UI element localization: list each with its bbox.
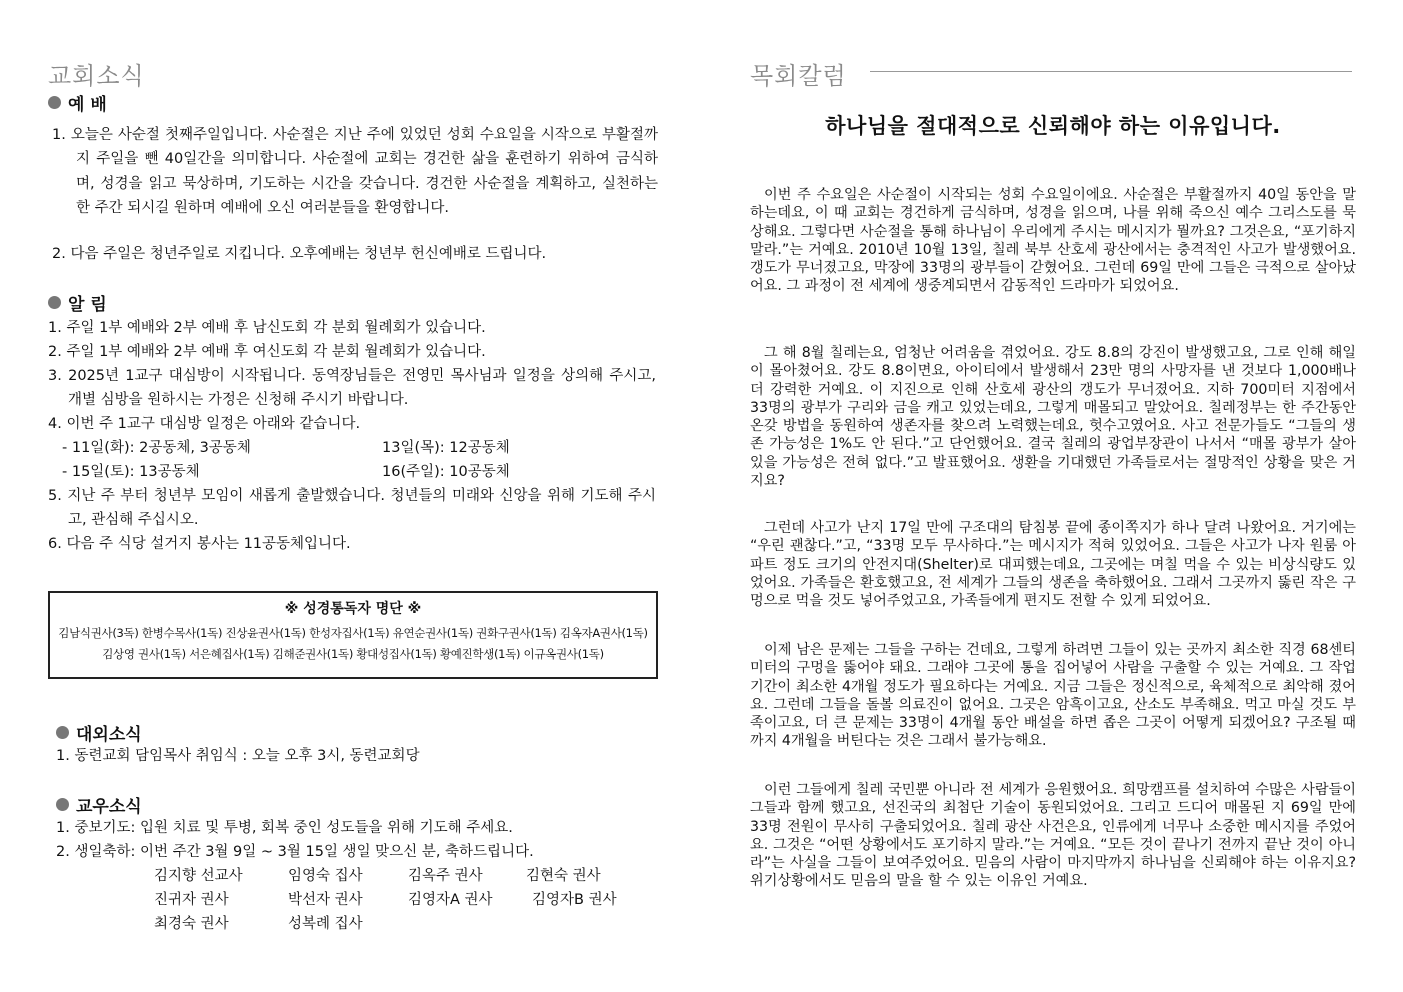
church-news-title: 교회소식 [48,62,145,90]
members-news-heading [56,792,142,817]
bible-readers-line-1: 김남식권사(3독) 한병수목사(1독) 진상윤권사(1독) 한성자집사(1독) 유연순권사(1독) 권화구권사(1독) 김옥자A권사(1독) [58,626,648,640]
birthday-name: 성복례 집사 [288,916,363,932]
column-paragraph-3: 그런데 사고가 난지 17일 만에 구조대의 탐침봉 끝에 종이쪽지가 하나 달려 나왔어요. 거기에는 “우린 괜찮다.”고, “33명 모두 무사하다.”는 메시지가 적혀 있었어요. 그들은 사고가 나자 원룸 아파트 정도 크기의 안전지대(Shelter)로 대피했는데요, 그곳에는 며칠 먹을 수 있는 비상식량도 있었어요. 가족들은 환호했고요, 전 세계가 그들의 생존을 축하했어요. 그래서 그곳까지 뚫린 작은 구멍으로 먹을 것도 넣어주었고요, 가족들에게 편지도 전할 수 있게 되었어요. [750,520,1356,610]
notices-heading [48,290,107,315]
external-news-item: 1. 동련교회 담임목사 취임식 : 오늘 오후 3시, 동련교회당 [56,748,420,764]
birthday-name: 김옥주 권사 [408,868,483,884]
bullet-icon [56,726,69,739]
worship-item-2: 2. 다음 주일은 청년주일로 지킵니다. 오후예배는 청년부 헌신예배로 드립니다. [52,246,547,262]
birthday-name: 임영숙 집사 [288,868,363,884]
schedule-row-2b: 16(주일): 10공동체 [382,464,510,480]
worship-heading [48,90,107,115]
column-paragraph-1: 이번 주 수요일은 사순절이 시작되는 성회 수요일이에요. 사순절은 부활절까지 40일 동안을 말하는데요, 이 때 교회는 경건하게 금식하며, 성경을 읽으며, 나를 위해 죽으신 예수 그리스도를 묵상해요. 그렇다면 사순절을 통해 하나님이 우리에게 주시는 메시지가 뭘까요? 그것은요, “포기하지 말라.”는 거예요. 2010년 10월 13일, 칠레 북부 산호세 광산에서는 충격적인 사고가 발생했어요. 갱도가 무너졌고요, 막장에 33명의 광부들이 갇혔어요. 그런데 69일 만에 그들은 극적으로 살아났어요. 그 과정이 전 세계에 생중계되면서 감동적인 드라마가 되었어요. [750,187,1356,295]
column-title: 하나님을 절대적으로 신뢰해야 하는 이유입니다. [825,114,1281,138]
pastor-column-label: 목회칼럼 [750,62,847,90]
bible-readers-box [48,591,658,679]
birthday-name: 김지향 선교사 [154,868,243,884]
bible-readers-line-2: 김상영 권사(1독) 서은혜집사(1독) 김해준권사(1독) 황대성집사(1독) 황예진학생(1독) 이규옥권사(1독) [102,647,604,661]
bullet-icon [48,96,61,109]
birthday-name: 김현숙 권사 [526,868,601,884]
column-paragraph-2: 그 해 8월 칠레는요, 엄청난 어려움을 겪었어요. 강도 8.8의 강진이 발생했고요, 그로 인해 해일이 몰아쳤어요. 강도 8.8이면요, 아이티에서 발생해서 23만 명의 사망자를 낸 것보다 1,000배나 더 강력한 거예요. 이 지진으로 인해 산호세 광산의 갱도가 무너졌어요. 지하 700미터 지점에서 33명의 광부가 구리와 금을 캐고 있었는데요, 그렇게 매몰되고 말았어요. 칠레정부는 한 주간동안 온갖 방법을 동원하여 생존자를 찾으려 노력했는데요, 헛수고였어요. 사고 전문가들도 “그들의 생존 가능성은 1%도 안 된다.”고 단언했어요. 결국 칠레의 광업부장관이 나서서 “매몰 광부가 살아있을 가능성은 전혀 없다.”고 발표했어요. 생환을 기대했던 가족들로서는 절망적인 상황을 맞은 거지요? [750,345,1356,490]
title-rule [870,71,1352,72]
worship-heading-label: 예 배 [68,95,107,115]
birthday-name: 박선자 권사 [288,892,363,908]
members-news-heading-label: 교우소식 [76,797,142,817]
members-item-1: 1. 중보기도: 입원 치료 및 투병, 회복 중인 성도들을 위해 기도해 주세요. [56,820,513,836]
notice-item-5: 5. 지난 주 부터 청년부 모임이 새롭게 출발했습니다. 청년들의 미래와 신앙을 위해 기도해 주시고, 관심해 주십시오. [48,488,656,529]
notice-item-3: 3. 2025년 1교구 대심방이 시작됩니다. 동역장님들은 전영민 목사님과 일정을 상의해 주시고, 개별 심방을 원하시는 가정은 신청해 주시기 바랍니다. [48,368,656,409]
notices-heading-label: 알 림 [68,295,107,315]
birthday-name: 김영자A 권사 [408,892,493,908]
worship-item-1: 1. 오늘은 사순절 첫째주일입니다. 사순절은 지난 주에 있었던 성회 수요일을 시작으로 부활절까지 주일을 뺀 40일간을 의미합니다. 사순절에 교회는 경건한 삶을 훈련하기 위하여 금식하며, 성경을 읽고 묵상하며, 기도하는 시간을 갖습니다. 경건한 사순절을 계획하고, 실천하는 한 주간 되시길 원하며 예배에 오신 여러분들을 환영합니다. [52,127,658,216]
notice-item-6: 6. 다음 주 식당 설거지 봉사는 11공동체입니다. [48,536,351,552]
schedule-row-1b: 13일(목): 12공동체 [382,440,510,456]
schedule-row-2a: - 15일(토): 13공동체 [62,464,200,480]
notice-item-2: 2. 주일 1부 예배와 2부 예배 후 여신도회 각 분회 월례회가 있습니다. [48,344,486,360]
birthday-name: 김영자B 권사 [532,892,617,908]
column-paragraph-4: 이제 남은 문제는 그들을 구하는 건데요, 그렇게 하려면 그들이 있는 곳까지 최소한 직경 68센티미터의 구멍을 뚫어야 돼요. 그래야 그곳에 통을 집어넣어 사람을 구출할 수 있는 거예요. 그 작업기간이 최소한 4개월 정도가 필요하다는 거예요. 지금 그들은 정신적으로, 육체적으로 최악해 졌어요. 그런데 그들을 돌볼 의료진이 없어요. 그곳은 암흑이고요, 산소도 부족해요. 먹고 마실 것도 부족이고요, 더 큰 문제는 33명이 4개월 동안 배설을 하면 좁은 그곳이 어떻게 되겠어요? 구조될 때 까지 4개월을 버틴다는 것은 그래서 불가능해요. [750,642,1356,750]
birthday-name: 진귀자 권사 [154,892,229,908]
members-item-2: 2. 생일축하: 이번 주간 3월 9일 ~ 3월 15일 생일 맞으신 분, 축하드립니다. [56,844,534,860]
bible-readers-title: ※ 성경통독자 명단 ※ [284,601,422,617]
column-paragraph-5: 이런 그들에게 칠레 국민뿐 아니라 전 세계가 응원했어요. 희망캠프를 설치하여 수많은 사람들이 그들과 함께 했고요, 선진국의 최첨단 기술이 동원되었어요. 그리고 드디어 매몰된 지 69일 만에 33명 전원이 무사히 구출되었어요. 칠레 광산 사건은요, 인류에게 너무나 소중한 메시지를 주었어요. 그것은 “어떤 상황에서도 포기하지 말라.”는 거예요. “모든 것이 끝나기 전까지 끝난 것이 아니라”는 사실을 그들이 보여주었어요. 믿음의 사람이 마지막까지 하나님을 신뢰해야 하는 이유지요? 위기상황에서도 믿음의 말을 할 수 있는 이유인 거예요. [750,782,1356,890]
birthday-name: 최경숙 권사 [154,916,229,932]
external-news-heading [56,720,142,745]
bullet-icon [48,296,61,309]
notice-item-1: 1. 주일 1부 예배와 2부 예배 후 남신도회 각 분회 월례회가 있습니다. [48,320,486,336]
external-news-heading-label: 대외소식 [76,725,142,745]
schedule-row-1a: - 11일(화): 2공동체, 3공동체 [62,440,251,456]
notice-item-4: 4. 이번 주 1교구 대심방 일정은 아래와 같습니다. [48,416,361,432]
bullet-icon [56,798,69,811]
